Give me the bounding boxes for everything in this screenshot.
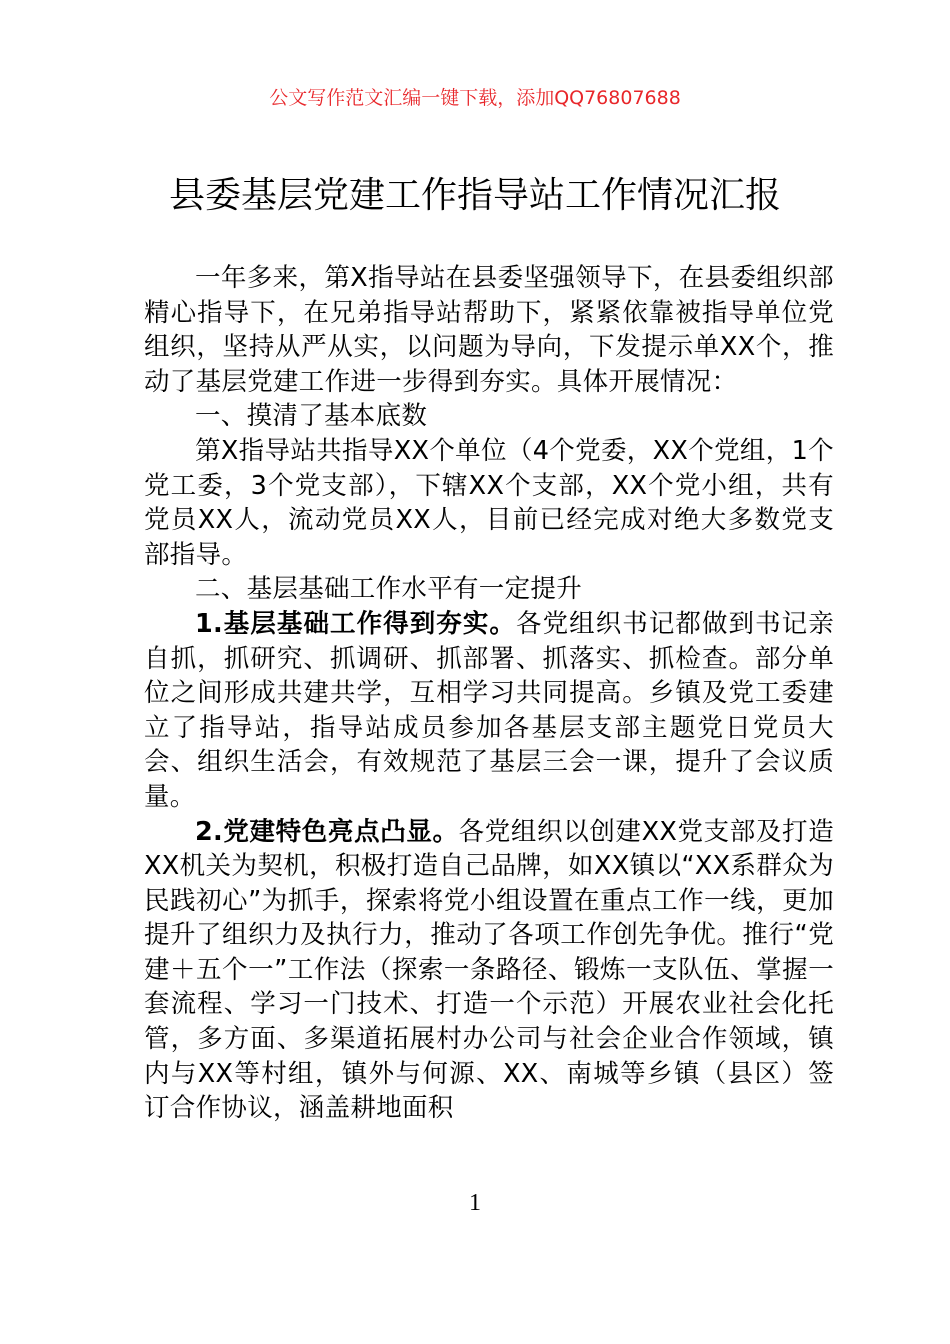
document-body [144, 261, 834, 1126]
point-1-paragraph [144, 607, 834, 815]
intro-paragraph [144, 261, 834, 399]
document-title: 县委基层党建工作指导站工作情况汇报 [168, 175, 781, 216]
paragraph-text: 一年多来，第X指导站在县委坚强领导下，在县委组织部精心指导下，在兄弟指导站帮助下，紧紧依靠被指导单位党组织，坚持从严从实，以问题为导向，下发提示单XX个，推动了基层党建工作进一步得到夯实。具体开展情况： [144, 263, 834, 397]
point-2-paragraph [144, 815, 834, 1126]
paragraph-text: 第X指导站共指导XX个单位（4个党委，XX个党组，1个党工委，3个党支部），下辖XX个支部，XX个党小组，共有党员XX人，流动党员XX人，目前已经完成对绝大多数党支部指导。 [144, 435, 834, 570]
section-heading-2 [144, 572, 834, 607]
point-2-lead: 2.党建特色亮点凸显。 [195, 816, 459, 847]
heading-text: 一、摸清了基本底数 [195, 401, 428, 432]
heading-text: 二、基层基础工作水平有一定提升 [195, 574, 583, 605]
section-1-paragraph [144, 434, 834, 572]
paragraph-text: 各党组织以创建XX党支部及打造XX机关为契机，积极打造自己品牌，如XX镇以“XX系群众为民践初心”为抓手，探索将党小组设置在重点工作一线，更加提升了组织力及执行力，推动了各项工作创先争优。推行“党建＋五个一”工作法（探索一条路径、锻炼一支队伍、掌握一套流程、学习一门技术、打造一个示范）开展农业社会化托管，多方面、多渠道拓展村办公司与社会企业合作领域，镇内与XX等村组，镇外与何源、XX、南城等乡镇（县区）签订合作协议，涵盖耕地面积 [144, 816, 834, 1124]
section-heading-1 [144, 399, 834, 434]
download-banner: 公文写作范文汇编一键下载，添加QQ76807688 [269, 87, 681, 109]
page-number: 1 [469, 1190, 481, 1216]
point-1-lead: 1.基层基础工作得到夯实。 [195, 608, 516, 639]
paragraph-text: 各党组织书记都做到书记亲自抓，抓研究、抓调研、抓部署、抓落实、抓检查。部分单位之间形成共建共学，互相学习共同提高。乡镇及党工委建立了指导站，指导站成员参加各基层支部主题党日党员大会、组织生活会，有效规范了基层三会一课，提升了会议质量。 [144, 608, 834, 812]
